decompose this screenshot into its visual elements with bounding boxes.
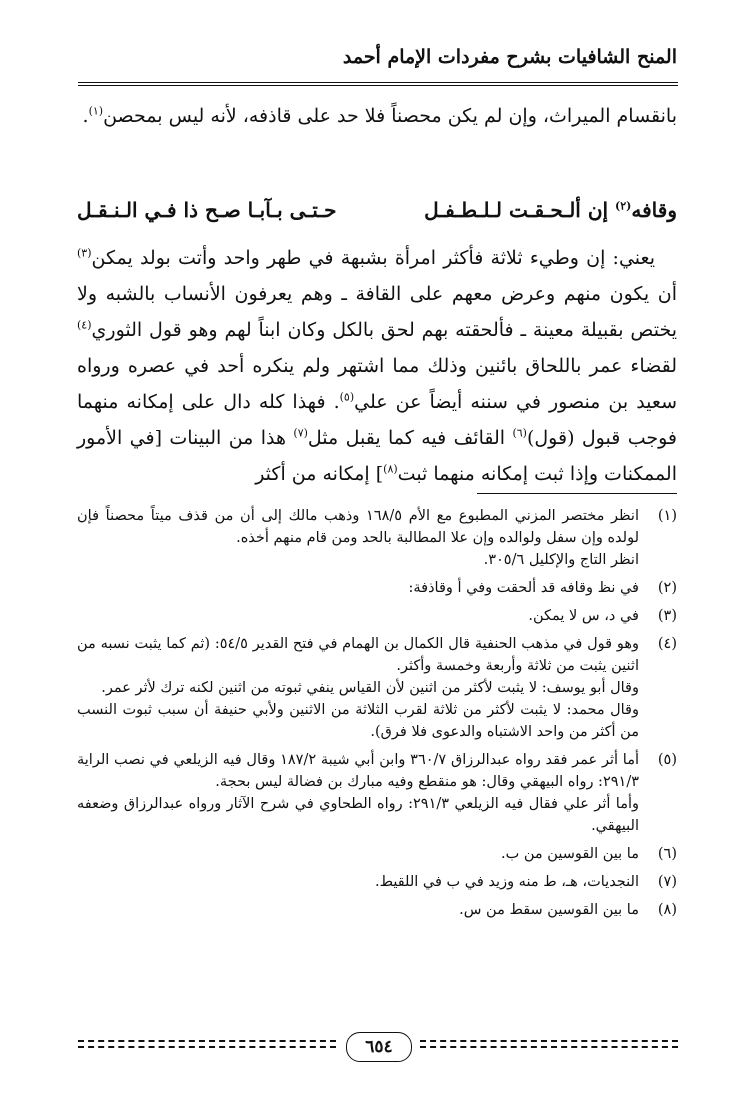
footnote-1: (١) انظر مختصر المزني المطبوع مع الأم ١٦٨/٥ وذهب مالك إلى أن من قذف ميتاً محصناً فإن لولده وإن سفل ولوالده وإن علا المطالبة بالحد ومن قام منهم أخذه. انظر التاج والإكليل ٣٠٥/٦. (77, 508, 677, 568)
intro-sentence: بانقسام الميراث، وإن لم يكن محصناً فلا حد على قاذفه، لأنه ليس بمحصن (103, 105, 677, 127)
footnote-ref-7[interactable]: (٧) (293, 426, 308, 440)
footnote-separator (477, 493, 677, 494)
footnote-7: (٧) النجديات، هـ، ط منه وزيد في ب في اللقيط. (374, 874, 677, 890)
page-number: ٦٥٤ (346, 1032, 412, 1062)
footnote-5: (٥) أما أثر عمر فقد رواه عبدالرزاق ٣٦٠/٧ وابن أبي شيبة ١٨٧/٢ وقال فيه الزيلعي في نصب الراية ٢٩١/٣: رواه البيهقي وقال: هو منقطع وفيه مبارك بن فضالة ليس بحجة. وأما أثر علي فقال فيه الزيلعي ٢٩١/٣: رواه الطحاوي في شرح الآثار ورواه عبدالرزاق وضعفه البيهقي. (77, 752, 677, 834)
footnote-8: (٨) ما بين القوسين سقط من س. (459, 902, 677, 918)
intro-end: . (82, 105, 89, 127)
footer-dash-right-2 (420, 1046, 678, 1048)
commentary-paragraph: يعني: إن وطيء ثلاثة فأكثر امرأة بشبهة في طهر واحد وأتت بولد يمكن$^{(٣)}$ أن يكون منهم وعرض معهم على القافة ـ وهم يعرفون الأنساب بالشبه ولا يختص بقبيلة معينة ـ فألحقته بهم لحق بالكل وكان ابناً لهم وهو قول الثوري$^{(٤)}$ لقضاء عمر باللحاق بائنين وذلك مما اشتهر ولم ينكره أحد في عصره ورواه سعيد بن منصور في سننه أيضاً عن علي$^{(٥)}$. فهذا كله دال على إمكانه منهما فوجب قبول (قول)$^{(٦)}$ القائف فيه كما يقبل مثل$^{(٧)}$ هذا من البينات [في الأمور الممكنات وإذا ثبت إمكانه منهما ثبت$^{(٨)}$] إمكانه من أكثر (77, 246, 677, 485)
running-header: المنح الشافيات بشرح مفردات الإمام أحمد (342, 46, 677, 68)
footnote-ref-1[interactable]: (١) (88, 104, 104, 118)
verse-first-hemistich: وقافه$^{(٢)}$ إن ألـحـقـت لـلـطـفـل (424, 198, 677, 222)
verse-line (77, 190, 677, 230)
footnote-6: (٦) ما بين القوسين من ب. (501, 846, 677, 862)
footnote-ref-8[interactable]: (٨) (383, 462, 398, 476)
header-rule (78, 82, 678, 86)
footnote-ref-2[interactable]: (٢) (615, 199, 632, 213)
footnote-ref-5[interactable]: (٥) (339, 390, 355, 404)
footnote-4: (٤) وهو قول في مذهب الحنفية قال الكمال بن الهمام في فتح القدير ٥٤/٥: (ثم كما يثبت نسبه من اثنين يثبت من ثلاثة وأربعة وخمسة وأكثر. وقال أبو يوسف: لا يثبت لأكثر من اثنين لأن القياس ينفي ثبوته من اثنين لكنه ترك لأثر عمر. وقال محمد: لا يثبت لأكثر من ثلاثة لقرب الثلاثة من الاثنين ولأبي حنيفة أن سبب ثبوت النسب من أكثر من واحد الاشتباه والدعوى فلا فرق). (77, 636, 677, 740)
footnote-ref-3[interactable]: (٣) (77, 246, 92, 260)
footnote-3: (٣) في د، س لا يمكن. (528, 608, 677, 624)
footer-dash-left-2 (78, 1046, 336, 1048)
page-footer (78, 1032, 678, 1062)
footnote-2: (٢) في نظ وقافه قد ألحقت وفي أ وقاذفة: (408, 580, 677, 596)
footnote-ref-4[interactable]: (٤) (77, 318, 92, 332)
footnotes (77, 505, 677, 927)
footer-dash-right (420, 1040, 678, 1042)
verse-second-hemistich: حـتـى بـآبـا صـح ذا فـي الـنـقـل (77, 198, 337, 222)
footer-dash-left (78, 1040, 336, 1042)
footnote-ref-6[interactable]: (٦) (512, 426, 527, 440)
intro-text (77, 98, 677, 134)
